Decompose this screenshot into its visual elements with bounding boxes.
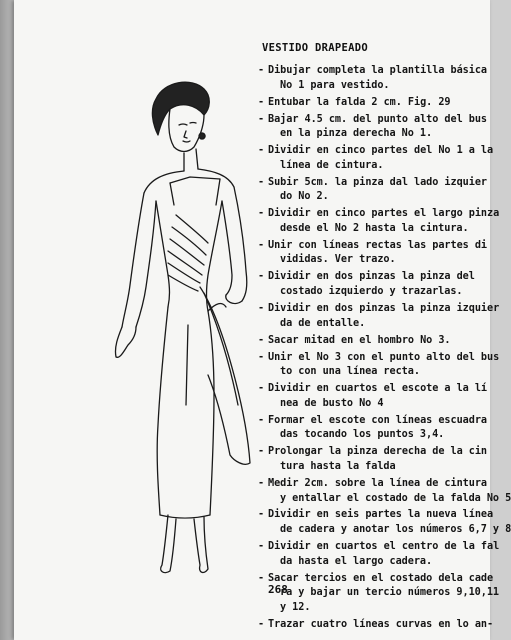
- list-item: [242, 113, 504, 142]
- instruction-line: y entallar el costado de la falda No 5: [280, 492, 511, 504]
- instruction-line: desde el No 2 hasta la cintura.: [280, 222, 469, 234]
- instruction-line: - Dibujar completa la plantilla básica: [242, 64, 504, 79]
- list-item: [242, 176, 504, 205]
- instruction-line: - Sacar mitad en el hombro No 3.: [242, 334, 504, 349]
- book-binding-shadow: [0, 0, 14, 640]
- list-item: [242, 144, 504, 173]
- instruction-line: - Subir 5cm. la pinza dal lado izquier: [242, 176, 504, 191]
- list-item: [242, 540, 504, 569]
- instruction-line: - Prolongar la pinza derecha de la cin: [242, 445, 504, 460]
- instruction-line: nea de busto No 4: [280, 397, 384, 409]
- instruction-line: costado izquierdo y trazarlas.: [280, 286, 463, 298]
- list-item: [242, 382, 504, 411]
- list-item: [242, 414, 504, 443]
- instruction-line: - Sacar tercios en el costado dela cade: [242, 572, 504, 587]
- instruction-line: - Medir 2cm. sobre la línea de cintura: [242, 477, 504, 492]
- instruction-line: - Dividir en cuartos el escote a la lí: [242, 382, 504, 397]
- instruction-line: - Unir con líneas rectas las partes di: [242, 239, 504, 254]
- instruction-line: das tocando los puntos 3,4.: [280, 429, 445, 441]
- instruction-line: - Dividir en cuartos el centro de la fal: [242, 540, 504, 555]
- instruction-line: - Dividir en seis partes la nueva línea: [242, 508, 504, 523]
- instruction-line: y 12.: [280, 601, 311, 613]
- document-page: [14, 0, 511, 640]
- instruction-line: da de entalle.: [280, 317, 366, 329]
- list-item: [242, 64, 504, 93]
- instruction-line: - Dividir en cinco partes del No 1 a la: [242, 144, 504, 159]
- instruction-line: - Dividir en dos pinzas la pinza del: [242, 270, 504, 285]
- list-item: [242, 618, 504, 633]
- list-item: [242, 96, 504, 111]
- list-item: [242, 207, 504, 236]
- instruction-line: ra y bajar un tercio números 9,10,11: [280, 587, 500, 599]
- instruction-line: da hasta el largo cadera.: [280, 555, 433, 567]
- instruction-line: - Bajar 4.5 cm. del punto alto del bus: [242, 113, 504, 128]
- instruction-line: to con una línea recta.: [280, 366, 420, 378]
- instruction-line: - Formar el escote con líneas escuadra: [242, 414, 504, 429]
- list-item: [242, 302, 504, 331]
- list-item: [242, 270, 504, 299]
- list-item: [242, 239, 504, 268]
- instruction-line: - Dividir en cinco partes el largo pinza: [242, 207, 504, 222]
- instruction-line: en la pinza derecha No 1.: [280, 128, 433, 140]
- instruction-line: - Trazar cuatro líneas curvas en lo an-: [242, 618, 504, 633]
- instruction-line: tura hasta la falda: [280, 460, 396, 472]
- list-item: [242, 508, 511, 537]
- instruction-list: [242, 64, 511, 635]
- instruction-line: do No 2.: [280, 191, 329, 203]
- list-item: [242, 334, 504, 349]
- instruction-line: de cadera y anotar los números 6,7 y 8: [280, 524, 511, 536]
- instruction-line: vididas. Ver trazo.: [280, 254, 396, 266]
- list-item: [242, 351, 504, 380]
- instruction-line: - Entubar la falda 2 cm. Fig. 29: [242, 96, 504, 111]
- list-item: [242, 445, 504, 474]
- page-title: VESTIDO DRAPEADO: [262, 42, 368, 54]
- instruction-line: - Dividir en dos pinzas la pinza izquier: [242, 302, 504, 317]
- instruction-line: línea de cintura.: [280, 159, 384, 171]
- instruction-line: - Unir el No 3 con el punto alto del bus: [242, 351, 504, 366]
- list-item: [242, 477, 511, 506]
- page-number: 268: [268, 583, 288, 596]
- instructions-column: [242, 38, 511, 630]
- instruction-line: No 1 para vestido.: [280, 79, 390, 91]
